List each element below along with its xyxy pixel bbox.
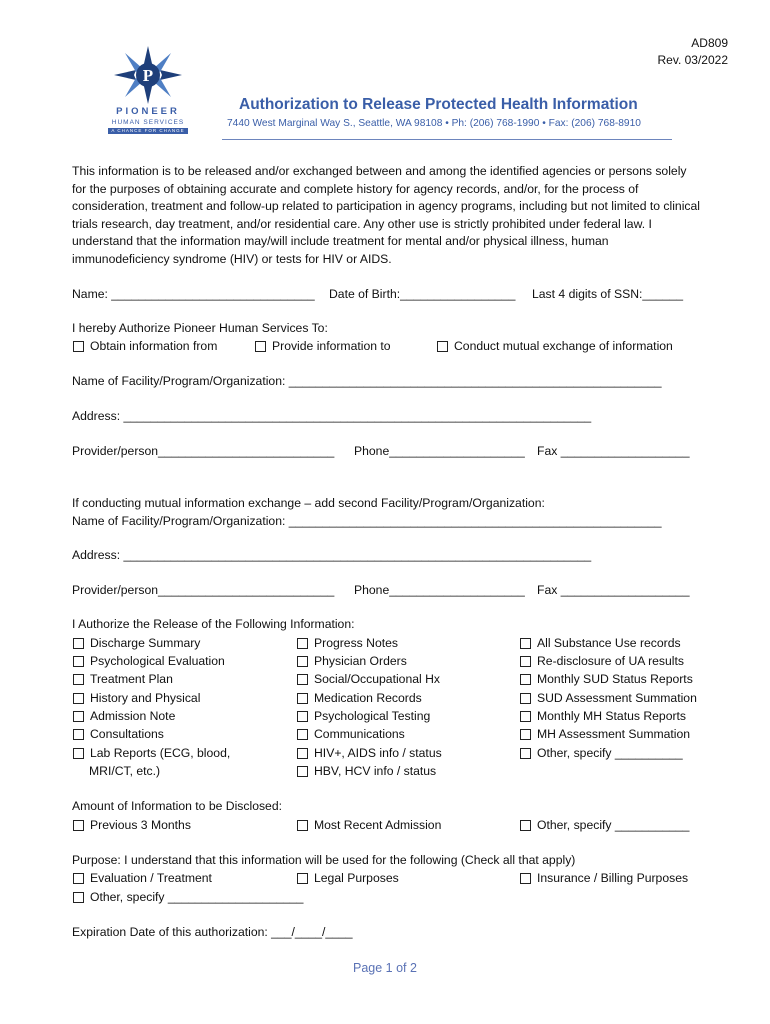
checkbox-monthly-sud[interactable]: Monthly SUD Status Reports <box>520 670 693 688</box>
checkbox-sud-assessment[interactable]: SUD Assessment Summation <box>520 689 697 707</box>
logo-name: PIONEER <box>116 106 180 117</box>
facility-provider-field[interactable]: Provider/person__________________________ <box>72 444 335 458</box>
checkbox-previous-3-months[interactable]: Previous 3 Months <box>73 816 191 834</box>
checkbox-amount-other[interactable]: Other, specify ___________ <box>520 816 689 834</box>
checkbox-icon[interactable] <box>73 892 84 903</box>
checkbox-lab-reports[interactable]: Lab Reports (ECG, blood, <box>73 744 230 762</box>
checkbox-icon[interactable] <box>73 656 84 667</box>
checkbox-mutual-exchange[interactable]: Conduct mutual exchange of information <box>437 337 673 355</box>
checkbox-icon[interactable] <box>520 693 531 704</box>
ssn-last4-field[interactable]: Last 4 digits of SSN:______ <box>532 287 684 301</box>
checkbox-icon[interactable] <box>73 693 84 704</box>
second-facility-heading: If conducting mutual information exchange – add second Facility/Program/Organization: <box>72 496 545 510</box>
checkbox-medication-records[interactable]: Medication Records <box>297 689 422 707</box>
facility-name-field[interactable]: Name of Facility/Program/Organization: _______________________________________________________ <box>72 374 662 388</box>
checkbox-icon[interactable] <box>520 674 531 685</box>
date-of-birth-field[interactable]: Date of Birth:_________________ <box>329 287 516 301</box>
checkbox-icon[interactable] <box>520 873 531 884</box>
checkbox-physician-orders[interactable]: Physician Orders <box>297 652 407 670</box>
checkbox-icon[interactable] <box>73 748 84 759</box>
checkbox-icon[interactable] <box>73 711 84 722</box>
page-title: Authorization to Release Protected Health Information <box>239 96 638 113</box>
logo-letter: P <box>142 66 154 85</box>
checkbox-icon[interactable] <box>520 711 531 722</box>
checkbox-insurance-billing[interactable]: Insurance / Billing Purposes <box>520 869 688 887</box>
second-facility-address-field[interactable]: Address: _____________________________________________________________________ <box>72 548 592 562</box>
checkbox-consultations[interactable]: Consultations <box>73 725 164 743</box>
checkbox-treatment-plan[interactable]: Treatment Plan <box>73 670 173 688</box>
checkbox-icon[interactable] <box>297 766 308 777</box>
checkbox-social-occupational[interactable]: Social/Occupational Hx <box>297 670 440 688</box>
checkbox-icon[interactable] <box>73 341 84 352</box>
second-facility-phone-field[interactable]: Phone____________________ <box>354 583 525 597</box>
lab-reports-continuation: MRI/CT, etc.) <box>89 764 161 778</box>
authorize-label: I hereby Authorize Pioneer Human Services To: <box>72 321 328 335</box>
checkbox-legal-purposes[interactable]: Legal Purposes <box>297 869 399 887</box>
checkbox-icon[interactable] <box>73 820 84 831</box>
checkbox-substance-use[interactable]: All Substance Use records <box>520 634 681 652</box>
checkbox-provide-information[interactable]: Provide information to <box>255 337 391 355</box>
checkbox-icon[interactable] <box>520 748 531 759</box>
header-divider <box>222 139 672 140</box>
checkbox-icon[interactable] <box>255 341 266 352</box>
page-number: Page 1 of 2 <box>353 961 417 975</box>
checkbox-psychological-evaluation[interactable]: Psychological Evaluation <box>73 652 225 670</box>
checkbox-icon[interactable] <box>297 748 308 759</box>
expiration-date-field[interactable]: Expiration Date of this authorization: ___/____/____ <box>72 925 353 939</box>
checkbox-discharge-summary[interactable]: Discharge Summary <box>73 634 200 652</box>
checkbox-hbv-hcv[interactable]: HBV, HCV info / status <box>297 762 436 780</box>
checkbox-communications[interactable]: Communications <box>297 725 405 743</box>
checkbox-most-recent-admission[interactable]: Most Recent Admission <box>297 816 441 834</box>
checkbox-icon[interactable] <box>297 674 308 685</box>
pioneer-logo <box>100 44 196 136</box>
checkbox-evaluation-treatment[interactable]: Evaluation / Treatment <box>73 869 212 887</box>
intro-paragraph: This information is to be released and/or exchanged between and among the identified agencies or persons solely for the purposes of obtaining accurate and complete history for agency records, and/or, for the process of consideration, treatment and follow-up related to participation in agency programs, including but not limited to clinical trials research, day treatment, and/or residential care. Any other use is strictly prohibited under federal law. I understand that the information may/will include treatment for mental and/or physical illness, human immunodeficiency syndrome (HIV) or tests for HIV or AIDS. <box>72 164 701 266</box>
checkbox-icon[interactable] <box>297 656 308 667</box>
checkbox-mh-assessment[interactable]: MH Assessment Summation <box>520 725 690 743</box>
revision-date: Rev. 03/2022 <box>657 53 728 67</box>
checkbox-hiv-aids[interactable]: HIV+, AIDS info / status <box>297 744 442 762</box>
facility-fax-field[interactable]: Fax ___________________ <box>537 444 690 458</box>
logo-subtitle: HUMAN SERVICES <box>111 119 185 126</box>
checkbox-icon[interactable] <box>520 638 531 649</box>
checkbox-monthly-mh[interactable]: Monthly MH Status Reports <box>520 707 686 725</box>
second-facility-fax-field[interactable]: Fax ___________________ <box>537 583 690 597</box>
checkbox-icon[interactable] <box>73 873 84 884</box>
checkbox-progress-notes[interactable]: Progress Notes <box>297 634 398 652</box>
checkbox-icon[interactable] <box>297 729 308 740</box>
checkbox-icon[interactable] <box>520 729 531 740</box>
checkbox-purpose-other[interactable]: Other, specify ____________________ <box>73 888 303 906</box>
checkbox-icon[interactable] <box>297 711 308 722</box>
checkbox-icon[interactable] <box>297 820 308 831</box>
checkbox-admission-note[interactable]: Admission Note <box>73 707 175 725</box>
purpose-label: Purpose: I understand that this information will be used for the following (Check all that apply) <box>72 853 576 867</box>
release-label: I Authorize the Release of the Following Information: <box>72 617 355 631</box>
checkbox-icon[interactable] <box>520 820 531 831</box>
facility-phone-field[interactable]: Phone____________________ <box>354 444 525 458</box>
checkbox-icon[interactable] <box>297 693 308 704</box>
second-facility-name-field[interactable]: Name of Facility/Program/Organization: _______________________________________________________ <box>72 514 662 528</box>
facility-address-field[interactable]: Address: _____________________________________________________________________ <box>72 409 592 423</box>
checkbox-icon[interactable] <box>520 656 531 667</box>
logo-tagline: A CHANCE FOR CHANGE <box>108 128 188 134</box>
checkbox-icon[interactable] <box>73 674 84 685</box>
patient-name-field[interactable]: Name: ______________________________ <box>72 287 315 301</box>
checkbox-release-other[interactable]: Other, specify __________ <box>520 744 683 762</box>
checkbox-icon[interactable] <box>297 638 308 649</box>
amount-label: Amount of Information to be Disclosed: <box>72 799 283 813</box>
form-code: AD809 <box>691 36 728 50</box>
checkbox-icon[interactable] <box>73 729 84 740</box>
checkbox-psychological-testing[interactable]: Psychological Testing <box>297 707 430 725</box>
checkbox-ua-redisclosure[interactable]: Re-disclosure of UA results <box>520 652 684 670</box>
checkbox-history-physical[interactable]: History and Physical <box>73 689 200 707</box>
checkbox-icon[interactable] <box>73 638 84 649</box>
checkbox-obtain-information[interactable]: Obtain information from <box>73 337 217 355</box>
compass-star-icon <box>100 44 196 106</box>
second-facility-provider-field[interactable]: Provider/person__________________________ <box>72 583 335 597</box>
checkbox-icon[interactable] <box>437 341 448 352</box>
agency-address: 7440 West Marginal Way S., Seattle, WA 98108 • Ph: (206) 768-1990 • Fax: (206) 768-8910 <box>227 118 641 129</box>
checkbox-icon[interactable] <box>297 873 308 884</box>
